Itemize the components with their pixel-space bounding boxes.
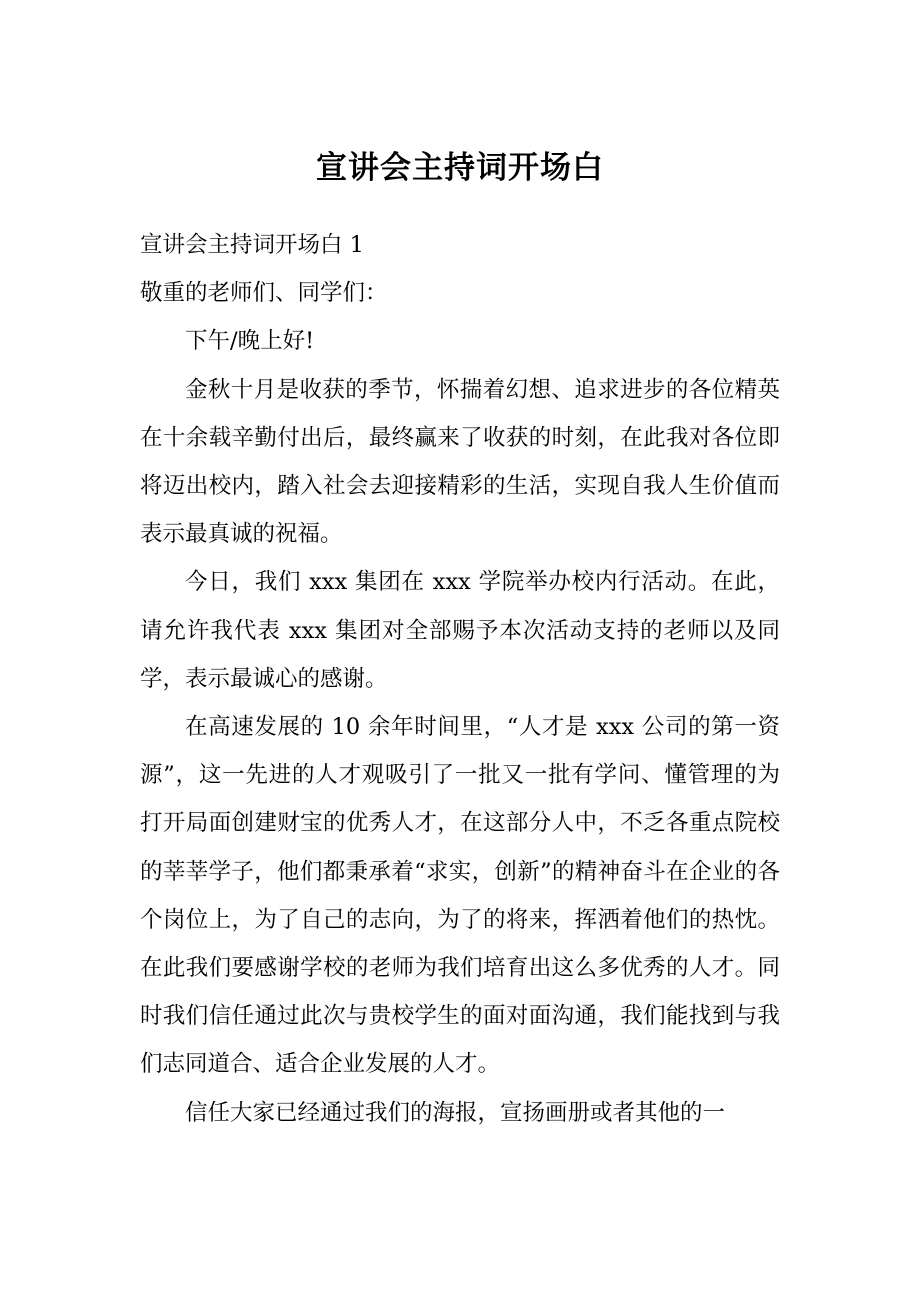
paragraph-4: 在高速发展的 10 余年时间里，“人才是 xxx 公司的第一资源”，这一先进的人才观吸引了一批又一批有学问、懂管理的为打开局面创建财宝的优秀人才，在这部分人中，不乏各重点院校的莘莘学子，他们都秉承着“求实，创新”的精神奋斗在企业的各个岗位上，为了自己的志向，为了的将来，挥洒着他们的热忱。在此我们要感谢学校的老师为我们培育出这么多优秀的人才。同时我们信任通过此次与贵校学生的面对面沟通，我们能找到与我们志同道合、适合企业发展的人才。: [140, 714, 780, 1078]
greeting-line: 敬重的老师们、同学们：: [140, 280, 388, 307]
paragraph-5: 信任大家已经通过我们的海报，宣扬画册或者其他的一: [185, 1099, 726, 1126]
paragraph-3: 今日，我们 xxx 集团在 xxx 学院举办校内行活动。在此，请允许我代表 xxx 集团对全部赐予本次活动支持的老师以及同学，表示最诚心的感谢。: [140, 569, 780, 692]
paragraph-1: 下午/晚上好!: [185, 328, 315, 355]
document-title: 宣讲会主持词开场白: [316, 150, 604, 186]
document-subtitle: 宣讲会主持词开场白 1: [140, 232, 364, 258]
paragraph-2: 金秋十月是收获的季节，怀揣着幻想、追求进步的各位精英在十余载辛勤付出后，最终赢来了收获的时刻，在此我对各位即将迈出校内，踏入社会去迎接精彩的生活，实现自我人生价值而表示最真诚的祝福。: [140, 376, 780, 548]
document-body: [140, 221, 780, 1137]
